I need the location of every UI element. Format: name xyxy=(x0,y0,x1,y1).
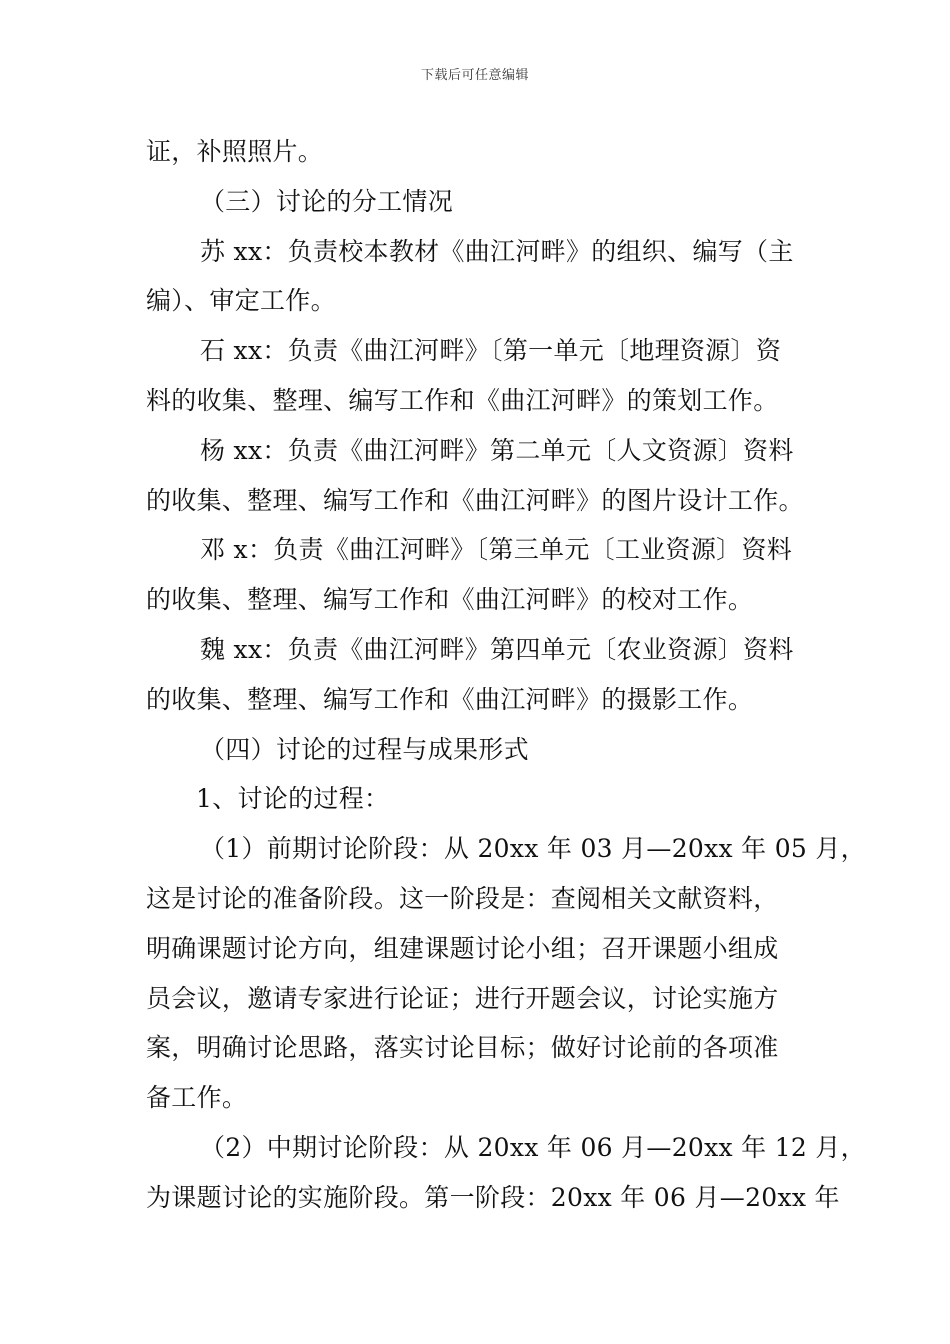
paragraph-line: 这是讨论的准备阶段。这一阶段是：查阅相关文献资料， xyxy=(146,883,779,913)
paragraph-line: 的收集、整理、编写工作和《曲江河畔》的图片设计工作。 xyxy=(146,485,804,515)
page-header: 下载后可任意编辑 xyxy=(420,68,529,83)
paragraph-line: 明确课题讨论方向，组建课题讨论小组；召开课题小组成 xyxy=(146,933,779,963)
paragraph-line: 邓 x：负责《曲江河畔》〔第三单元〔工业资源〕资料 xyxy=(200,535,793,565)
paragraph-line: （1）前期讨论阶段：从 20xx 年 03 月—20xx 年 05 月， xyxy=(200,834,866,864)
paragraph-line: 证，补照照片。 xyxy=(146,137,324,166)
section-heading: （三）讨论的分工情况 xyxy=(200,186,454,216)
document-body xyxy=(146,127,866,1223)
paragraph-line: 魏 xx：负责《曲江河畔》第四单元〔农业资源〕资料 xyxy=(200,634,794,664)
paragraph-line: 的收集、整理、编写工作和《曲江河畔》的校对工作。 xyxy=(146,585,754,615)
paragraph-line: 石 xx：负责《曲江河畔》〔第一单元〔地理资源〕资 xyxy=(200,336,782,366)
section-heading: （四）讨论的过程与成果形式 xyxy=(200,734,529,764)
paragraph-line: 的收集、整理、编写工作和《曲江河畔》的摄影工作。 xyxy=(146,684,754,714)
paragraph-line: 为课题讨论的实施阶段。第一阶段：20xx 年 06 月—20xx 年 xyxy=(146,1182,840,1212)
paragraph-line: 杨 xx：负责《曲江河畔》第二单元〔人文资源〕资料 xyxy=(200,435,794,465)
paragraph-line: 1、讨论的过程： xyxy=(196,784,390,814)
paragraph-line: 编）、审定工作。 xyxy=(146,286,336,316)
paragraph-line: 料的收集、整理、编写工作和《曲江河畔》的策划工作。 xyxy=(146,385,779,415)
paragraph-line: 案，明确讨论思路，落实讨论目标；做好讨论前的各项准 xyxy=(146,1033,779,1063)
paragraph-line: 苏 xx：负责校本教材《曲江河畔》的组织、编写（主 xyxy=(200,236,794,266)
paragraph-line: （2）中期讨论阶段：从 20xx 年 06 月—20xx 年 12 月， xyxy=(200,1132,866,1162)
paragraph-line: 员会议，邀请专家进行论证；进行开题会议，讨论实施方 xyxy=(146,983,779,1013)
paragraph-line: 备工作。 xyxy=(146,1083,248,1113)
